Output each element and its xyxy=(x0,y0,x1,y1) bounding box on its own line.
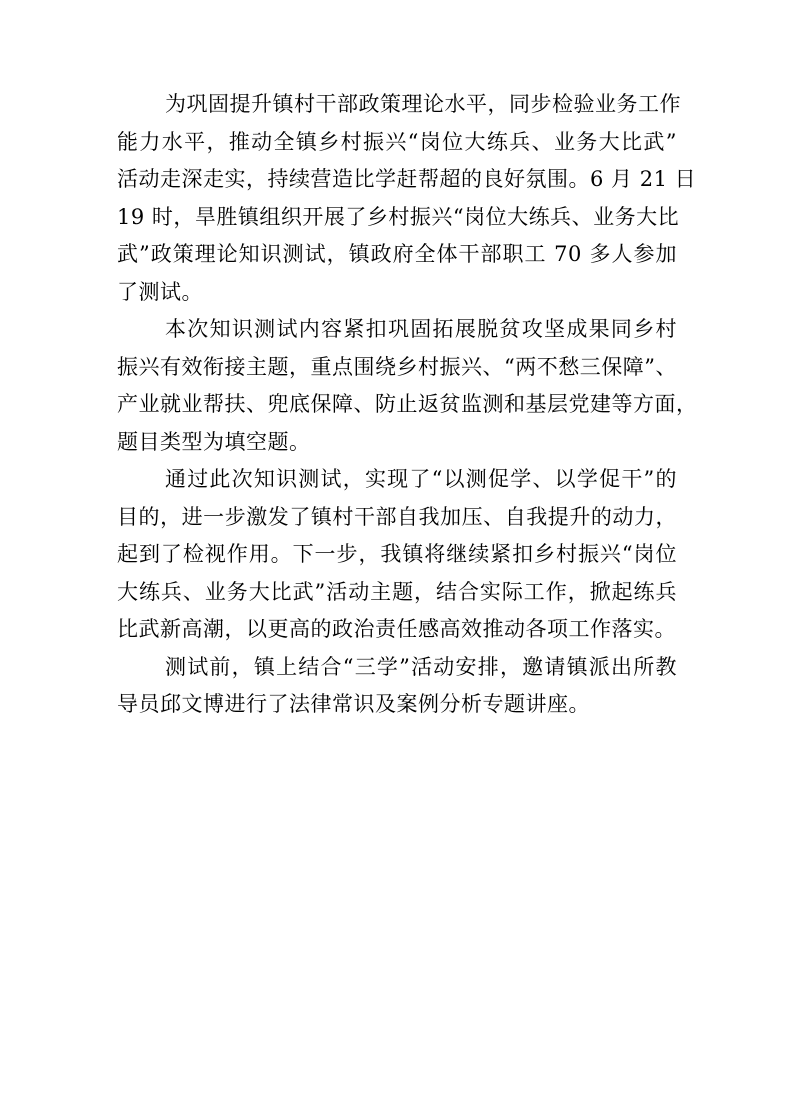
paragraph-1 xyxy=(117,86,697,311)
paragraph-2 xyxy=(117,311,698,461)
paragraph-line: 导员邱文博进行了法律常识及案例分析专题讲座。 xyxy=(117,692,590,716)
paragraph-line: 能力水平，推动全镇乡村振兴“岗位大练兵、业务大比武” xyxy=(117,129,677,154)
paragraph-line: 为巩固提升镇村干部政策理论水平，同步检验业务工作 xyxy=(165,92,681,116)
paragraph-line: 产业就业帮扶、兜底保障、防止返贫监测和基层党建等方面， xyxy=(117,392,698,416)
paragraph-line: 本次知识测试内容紧扣巩固拓展脱贫攻坚成果同乡村 xyxy=(165,317,677,341)
paragraph-line: 了测试。 xyxy=(117,279,203,304)
paragraph-line: 活动走深走实，持续营造比学赶帮超的良好氛围。6 月 21 日 xyxy=(117,167,697,191)
paragraph-line: 比武新高潮，以更高的政治责任感高效推动各项工作落实。 xyxy=(117,617,676,641)
paragraph-line: 测试前，镇上结合“三学”活动安排，邀请镇派出所教 xyxy=(165,654,677,679)
paragraph-line: 起到了检视作用。下一步，我镇将继续紧扣乡村振兴“岗位 xyxy=(117,542,677,566)
paragraph-line: 武”政策理论知识测试，镇政府全体干部职工 70 多人参加 xyxy=(117,242,677,266)
paragraph-3 xyxy=(117,461,677,649)
paragraph-line: 目的，进一步激发了镇村干部自我加压、自我提升的动力， xyxy=(117,504,677,529)
paragraph-line: 题目类型为填空题。 xyxy=(117,429,311,454)
paragraph-line: 通过此次知识测试，实现了“以测促学、以学促干”的 xyxy=(165,467,677,491)
paragraph-line: 19 时，旱胜镇组织开展了乡村振兴“岗位大练兵、业务大比 xyxy=(117,204,680,229)
paragraph-4 xyxy=(117,649,677,724)
paragraph-line: 大练兵、业务大比武”活动主题，结合实际工作，掀起练兵 xyxy=(117,579,677,604)
paragraph-line: 振兴有效衔接主题，重点围绕乡村振兴、“两不愁三保障”、 xyxy=(117,354,677,379)
document-body xyxy=(117,86,698,724)
